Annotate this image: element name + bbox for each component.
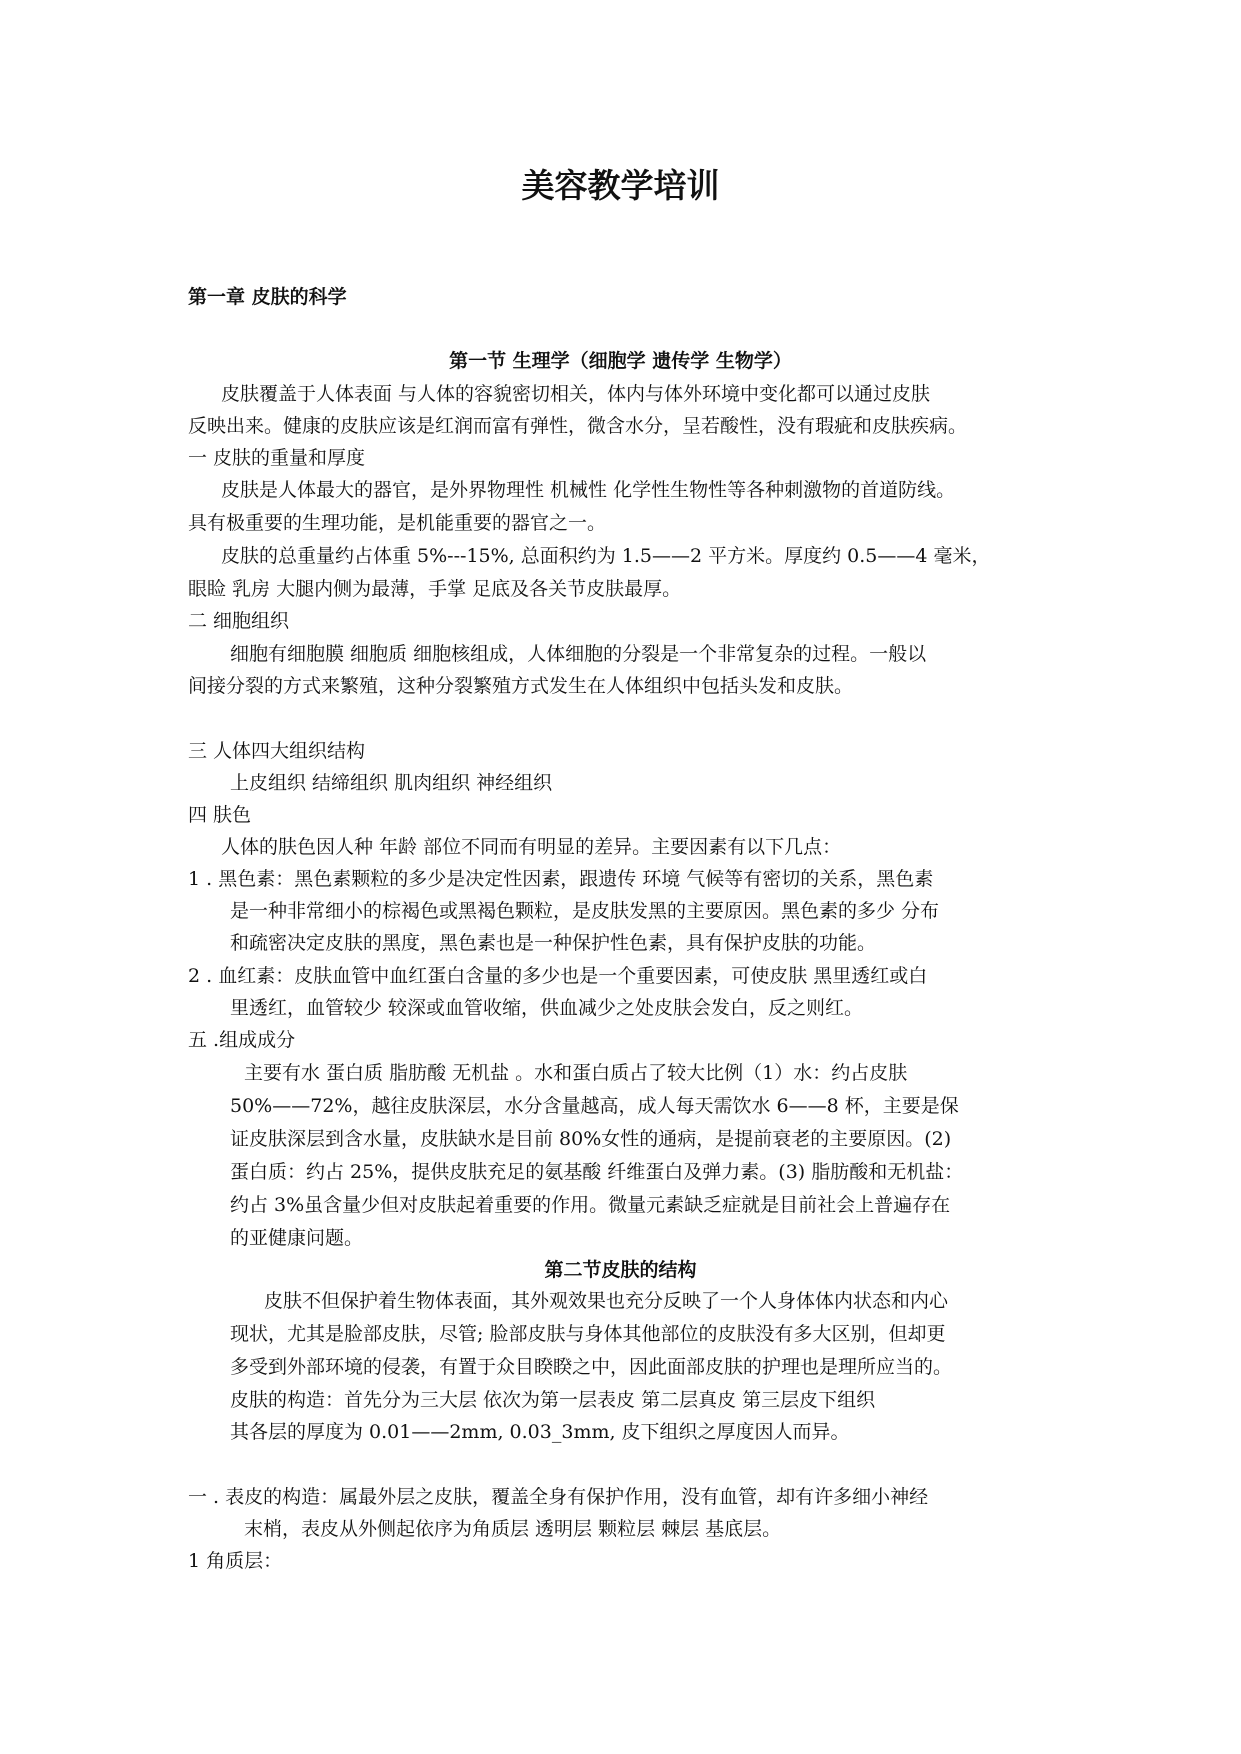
paragraph-line: 的亚健康问题。 [230,1227,364,1249]
section2-heading: 第二节皮肤的结构 [544,1259,697,1281]
list-item-line: 1 . 黑色素：黑色素颗粒的多少是决定性因素，跟遗传 环境 气候等有密切的关系，黑色素 [188,868,934,890]
section1-intro-line: 皮肤覆盖于人体表面 与人体的容貌密切相关，体内与体外环境中变化都可以通过皮肤 [221,383,931,405]
paragraph-line: 证皮肤深层到含水量，皮肤缺水是目前 80%女性的通病，是提前衰老的主要原因。(2) [230,1128,952,1150]
list-item-line: 是一种非常细小的棕褐色或黑褐色颗粒，是皮肤发黑的主要原因。黑色素的多少 分布 [230,900,940,922]
chapter-heading: 第一章 皮肤的科学 [188,286,347,308]
subsection-title-4: 四 肤色 [188,804,252,826]
paragraph-line: 其各层的厚度为 0.01——2mm, 0.03_3mm, 皮下组织之厚度因人而异。 [230,1421,850,1443]
paragraph-line: 皮肤是人体最大的器官，是外界物理性 机械性 化学性生物性等各种刺激物的首道防线。 [221,479,956,501]
paragraph-line: 50%——72%，越往皮肤深层，水分含量越高，成人每天需饮水 6——8 杯，主要是保 [230,1095,959,1117]
paragraph-line: 人体的肤色因人种 年龄 部位不同而有明显的差异。主要因素有以下几点： [221,836,842,858]
list-item-line: 末梢，表皮从外侧起依序为角质层 透明层 颗粒层 棘层 基底层。 [244,1518,782,1540]
section1-heading: 第一节 生理学（细胞学 遗传学 生物学） [449,350,792,372]
paragraph-line: 皮肤的构造：首先分为三大层 依次为第一层表皮 第二层真皮 第三层皮下组织 [230,1389,876,1411]
document-title: 美容教学培训 [521,166,720,205]
list-item-line: 和疏密决定皮肤的黑度，黑色素也是一种保护性色素，具有保护皮肤的功能。 [230,932,877,954]
list-item-line: 一 . 表皮的构造：属最外层之皮肤，覆盖全身有保护作用，没有血管，却有许多细小神经 [188,1486,929,1508]
paragraph-line: 眼睑 乳房 大腿内侧为最薄，手掌 足底及各关节皮肤最厚。 [188,578,682,600]
subsection-title-3: 三 人体四大组织结构 [188,740,366,762]
paragraph-line: 细胞有细胞膜 细胞质 细胞核组成，人体细胞的分裂是一个非常复杂的过程。一般以 [230,643,927,665]
subsection-title-2: 二 细胞组织 [188,610,290,632]
paragraph-line: 约占 3%虽含量少但对皮肤起着重要的作用。微量元素缺乏症就是目前社会上普遍存在 [230,1194,951,1216]
subsection-title-1: 一 皮肤的重量和厚度 [188,447,366,469]
paragraph-line: 多受到外部环境的侵袭，有置于众目睽睽之中，因此面部皮肤的护理也是理所应当的。 [230,1356,953,1378]
paragraph-line: 主要有水 蛋白质 脂肪酸 无机盐 。水和蛋白质占了较大比例（1）水：约占皮肤 [244,1062,908,1084]
list-item-line: 里透红，血管较少 较深或血管收缩，供血减少之处皮肤会发白，反之则红。 [230,997,864,1019]
paragraph-line: 上皮组织 结缔组织 肌肉组织 神经组织 [230,772,553,794]
paragraph-line: 皮肤的总重量约占体重 5%---15%, 总面积约为 1.5——2 平方米。厚度约 0.5——4 毫米， [221,545,991,567]
paragraph-line: 现状，尤其是脸部皮肤，尽管; 脸部皮肤与身体其他部位的皮肤没有多大区别，但却更 [230,1323,946,1345]
section1-intro-line: 反映出来。健康的皮肤应该是红润而富有弹性，微含水分，呈若酸性，没有瑕疵和皮肤疾病。 [188,415,968,437]
paragraph-line: 具有极重要的生理功能，是机能重要的器官之一。 [188,512,607,534]
subsection-title-5: 五 .组成成分 [188,1029,296,1051]
paragraph-line: 蛋白质：约占 25%，提供皮肤充足的氨基酸 纤维蛋白及弹力素。(3) 脂肪酸和无机盐： [230,1161,964,1183]
list-item-line: 2 . 血红素：皮肤血管中血红蛋白含量的多少也是一个重要因素，可使皮肤 黑里透红或白 [188,965,928,987]
list-item-line: 1 角质层： [188,1550,283,1572]
paragraph-line: 间接分裂的方式来繁殖，这种分裂繁殖方式发生在人体组织中包括头发和皮肤。 [188,675,854,697]
paragraph-line: 皮肤不但保护着生物体表面，其外观效果也充分反映了一个人身体体内状态和内心 [264,1290,949,1312]
